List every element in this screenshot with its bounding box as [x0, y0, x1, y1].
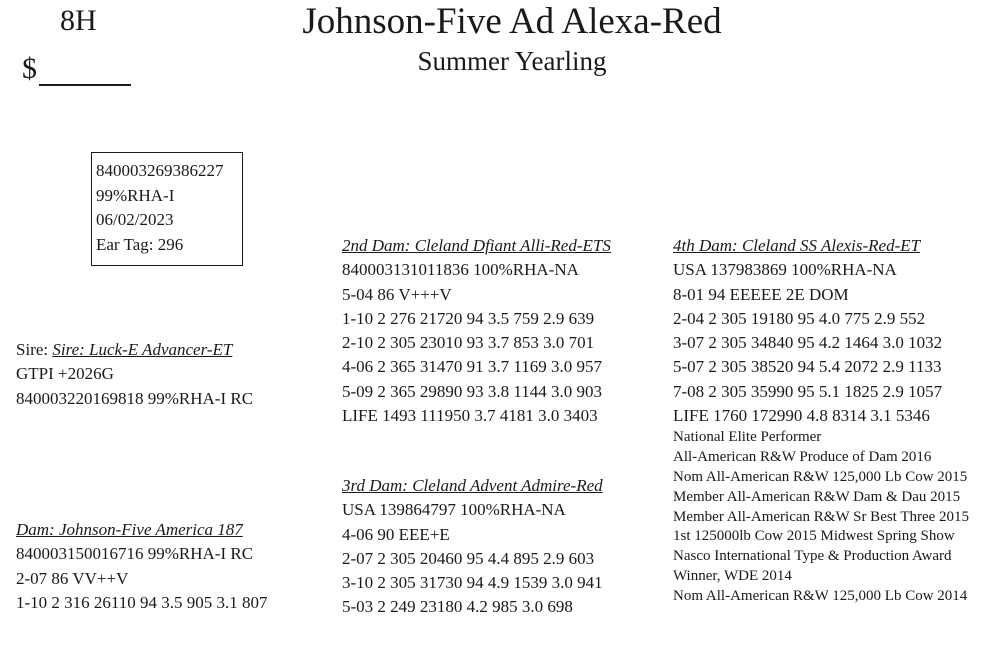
award-item: Winner, WDE 2014 [673, 567, 792, 584]
third-dam-classification: 4-06 90 EEE+E [342, 524, 450, 544]
second-dam-classification: 5-04 86 V+++V [342, 284, 452, 304]
third-dam-registration: USA 139864797 100%RHA-NA [342, 500, 566, 520]
dam-classification: 2-07 86 VV++V [16, 568, 129, 588]
sire-name: Sire: Luck-E Advancer-ET [52, 340, 233, 359]
fourth-dam-record: 7-08 2 305 35990 95 5.1 1825 2.9 1057 [673, 381, 943, 401]
award-item: All-American R&W Produce of Dam 2016 [673, 449, 932, 466]
sire-block [16, 338, 253, 411]
award-item: Member All-American R&W Sr Best Three 2015 [673, 508, 970, 525]
award-item: Nasco International Type & Production Award [673, 548, 952, 565]
ear-tag: Ear Tag: 296 [96, 234, 184, 254]
second-dam-registration: 840003131011836 100%RHA-NA [342, 260, 579, 280]
page-title: Johnson-Five Ad Alexa-Red [302, 1, 722, 42]
award-item: 1st 125000lb Cow 2015 Midwest Spring Show [673, 528, 955, 545]
second-dam-lifetime: LIFE 1493 111950 3.7 4181 3.0 3403 [342, 406, 598, 426]
fourth-dam-record: 2-04 2 305 19180 95 4.0 775 2.9 552 [673, 308, 926, 328]
award-item: National Elite Performer [673, 429, 822, 446]
birth-date: 06/02/2023 [96, 210, 174, 229]
fourth-dam-block [673, 234, 969, 607]
lot-number: 8H [60, 4, 97, 37]
second-dam-record: 2-10 2 305 23010 93 3.7 853 3.0 701 [342, 333, 595, 353]
third-dam-heading: 3rd Dam: Cleland Advent Admire-Red [342, 476, 603, 495]
fourth-dam-record: 3-07 2 305 34840 95 4.2 1464 3.0 1032 [673, 333, 943, 353]
id-box [91, 152, 243, 266]
third-dam-record: 5-03 2 249 23180 4.2 985 3.0 698 [342, 597, 573, 617]
registration-number: 840003269386227 [96, 161, 224, 180]
sire-heading [16, 338, 253, 362]
fourth-dam-record: 5-07 2 305 38520 94 5.4 2072 2.9 1133 [673, 357, 942, 377]
third-dam-block [342, 474, 603, 620]
second-dam-record: 5-09 2 365 29890 93 3.8 1144 3.0 903 [342, 381, 603, 401]
award-item: Nom All-American R&W 125,000 Lb Cow 2015 [673, 468, 968, 485]
dam-registration: 840003150016716 99%RHA-I RC [16, 544, 254, 564]
third-dam-record: 3-10 2 305 31730 94 4.9 1539 3.0 941 [342, 573, 603, 593]
price-symbol: $ [22, 52, 37, 85]
dam-block [16, 518, 268, 615]
award-item: Nom All-American R&W 125,000 Lb Cow 2014 [673, 587, 968, 604]
sire-gtpi: GTPI +2026G [16, 364, 114, 384]
sire-prefix: Sire: [16, 340, 53, 359]
page-subtitle: Summer Yearling [417, 46, 607, 76]
fourth-dam-heading: 4th Dam: Cleland SS Alexis-Red-ET [673, 236, 921, 255]
second-dam-heading: 2nd Dam: Cleland Dfiant Alli-Red-ETS [342, 236, 611, 255]
second-dam-record: 4-06 2 365 31470 91 3.7 1169 3.0 957 [342, 357, 603, 377]
award-item: Member All-American R&W Dam & Dau 2015 [673, 488, 961, 505]
breed-percentage: 99%RHA-I [96, 185, 175, 205]
dam-heading: Dam: Johnson-Five America 187 [16, 520, 243, 539]
fourth-dam-registration: USA 137983869 100%RHA-NA [673, 260, 897, 280]
third-dam-record: 2-07 2 305 20460 95 4.4 895 2.9 603 [342, 548, 595, 568]
dam-record: 1-10 2 316 26110 94 3.5 905 3.1 807 [16, 592, 268, 612]
fourth-dam-lifetime: LIFE 1760 172990 4.8 8314 3.1 5346 [673, 406, 930, 426]
second-dam-record: 1-10 2 276 21720 94 3.5 759 2.9 639 [342, 308, 595, 328]
fourth-dam-classification: 8-01 94 EEEEE 2E DOM [673, 284, 849, 304]
second-dam-block [342, 234, 611, 428]
sire-registration: 840003220169818 99%RHA-I RC [16, 388, 254, 408]
